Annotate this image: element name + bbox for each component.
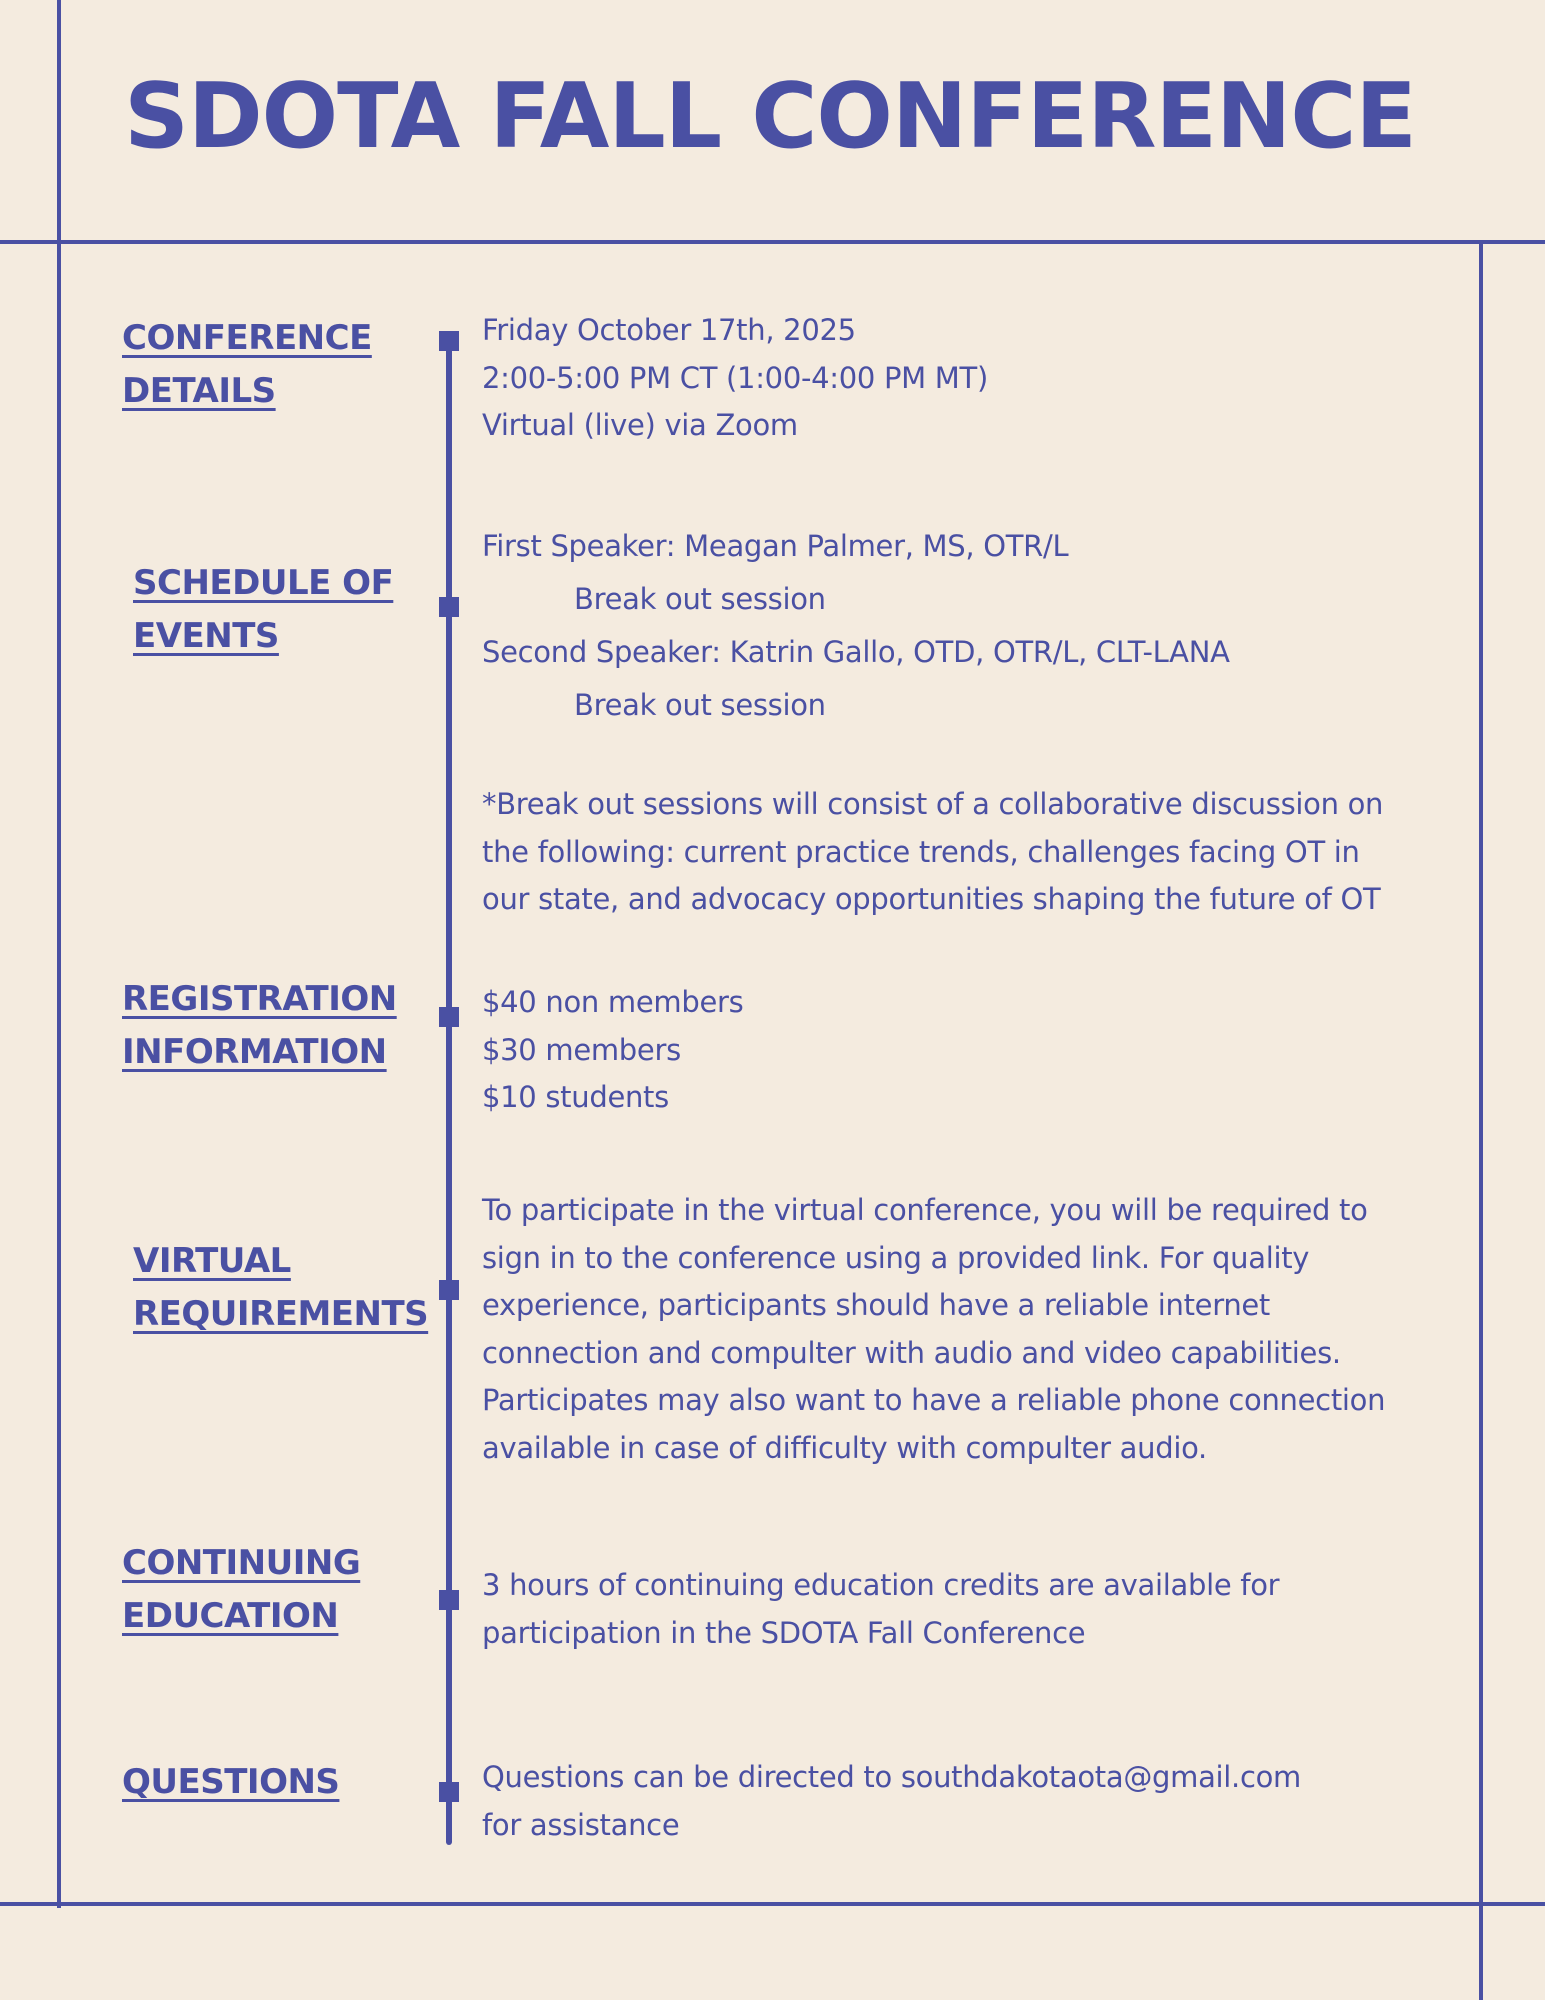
section-label-schedule-of-events: SCHEDULE OF EVENTS xyxy=(133,563,394,656)
timeline-marker-questions xyxy=(439,1782,459,1802)
section-label-continuing-education: CONTINUING EDUCATION xyxy=(122,1543,361,1636)
frame-line-left xyxy=(57,0,61,1908)
virtual-requirements-content: To participate in the virtual conference, you will be required to sign in to the conference using a provided link. For quality experience, participants should have a reliable internet connection and compulter with audio and video capabilities. Participates may also want to have a reliable phone connection available in case of difficulty with compulter audio. xyxy=(482,1193,1386,1465)
timeline-marker-conference-details xyxy=(439,331,459,351)
timeline-marker-registration xyxy=(439,1007,459,1027)
timeline-marker-continuing-education xyxy=(439,1590,459,1610)
continuing-education-content: 3 hours of continuing education credits are available for participation in the SDOTA Fall Conference xyxy=(482,1568,1280,1650)
section-label-conference-details: CONFERENCE DETAILS xyxy=(122,318,372,411)
section-label-registration-information: REGISTRATION INFORMATION xyxy=(122,979,397,1072)
price-non-members: $40 non members xyxy=(482,985,744,1019)
conference-date: Friday October 17th, 2025 xyxy=(482,313,856,347)
price-members: $30 members xyxy=(482,1032,681,1067)
questions-contact: Questions can be directed to southdakotaota@gmail.com xyxy=(482,1760,1302,1794)
conference-details-content xyxy=(482,307,1442,450)
breakout-session-2: Break out session xyxy=(574,688,826,722)
page-title: SDOTA FALL CONFERENCE xyxy=(124,64,1416,169)
frame-line-right xyxy=(1479,240,1483,2000)
conference-location: Virtual (live) via Zoom xyxy=(482,408,798,442)
breakout-session-1: Break out session xyxy=(574,582,826,616)
first-speaker: First Speaker: Meagan Palmer, MS, OTR/L xyxy=(482,529,1069,563)
frame-line-bottom xyxy=(0,1902,1545,1906)
conference-time: 2:00-5:00 PM CT (1:00-4:00 PM MT) xyxy=(482,360,988,395)
section-label-questions: QUESTIONS xyxy=(122,1762,340,1802)
frame-line-top xyxy=(0,240,1545,244)
timeline-marker-schedule xyxy=(439,597,459,617)
timeline-marker-virtual-requirements xyxy=(439,1280,459,1300)
registration-content xyxy=(482,979,1442,1122)
timeline-line xyxy=(446,335,452,1845)
second-speaker: Second Speaker: Katrin Gallo, OTD, OTR/L, CLT-LANA xyxy=(482,635,1230,669)
questions-content: Questions can be directed to southdakotaota@gmail.com for assistance xyxy=(482,1754,1442,1849)
section-label-virtual-requirements: VIRTUAL REQUIREMENTS xyxy=(133,1241,429,1334)
schedule-content xyxy=(482,520,1442,732)
breakout-note: *Break out sessions will consist of a collaborative discussion on the following: current practice trends, challenges facing OT in our state, and advocacy opportunities shaping the future of OT xyxy=(482,787,1384,916)
price-students: $10 students xyxy=(482,1080,669,1114)
